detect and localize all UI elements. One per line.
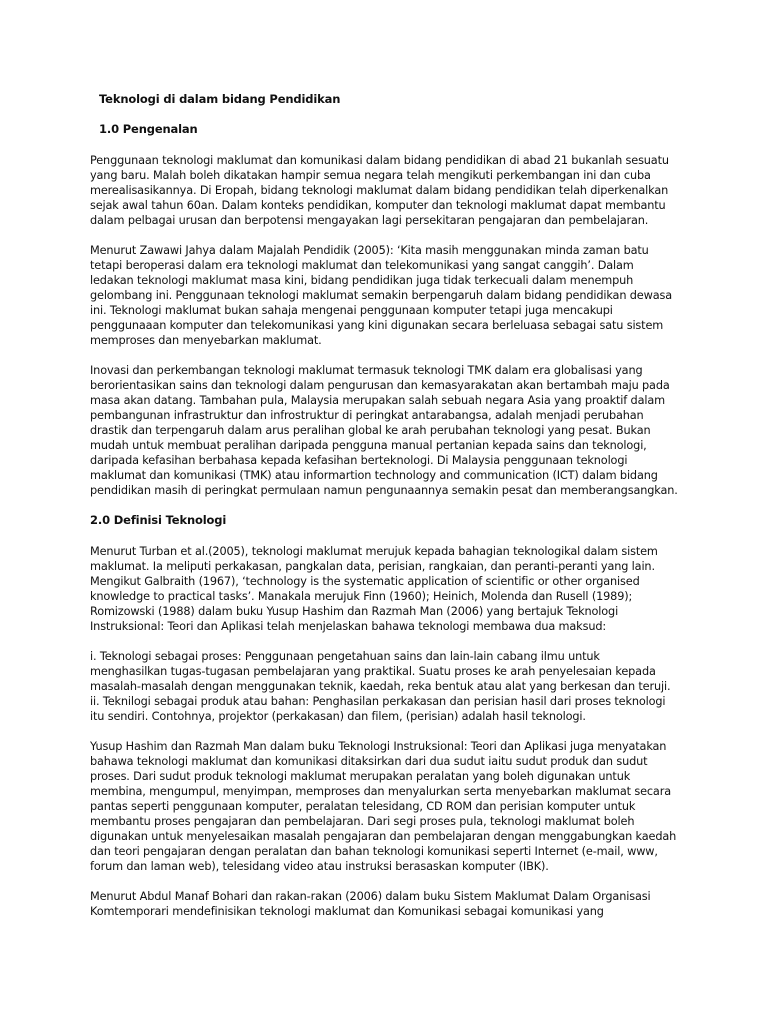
document-title: Teknologi di dalam bidang Pendidikan — [99, 92, 341, 106]
text-line: ledakan teknologi maklumat masa kini, bidang pendidikan juga tidak terkecuali dalam menempuh — [90, 274, 634, 287]
text-line: forum dan laman web), telesidang video atau instruksi berasaskan komputer (IBK). — [90, 860, 549, 873]
paragraph — [90, 649, 690, 724]
paragraph — [90, 739, 690, 874]
text-line: Yusup Hashim dan Razmah Man dalam buku Teknologi Instruksional: Teori dan Aplikasi juga menyatakan — [90, 740, 667, 753]
text-line: dan teori pengajaran dengan peralatan dan bahan teknologi komunikasi seperti Internet (e-mail, www, — [90, 845, 658, 858]
text-line: berorientasikan sains dan teknologi dalam pengurusan dan kemasyarakatan akan bertambah maju pada — [90, 379, 670, 392]
text-line: masalah-masalah dengan menggunakan teknik, kaedah, reka bentuk atau alat yang berkesan dan teruji. — [90, 680, 671, 693]
paragraph — [90, 544, 690, 634]
text-line: pembangunan infrastruktur dan infrostruktur di peringkat antarabangsa, adalah menjadi perubahan — [90, 409, 644, 422]
text-line: membantu proses pengajaran dan pembelajaran. Dari segi proses pula, teknologi maklumat boleh — [90, 815, 635, 828]
text-line: yang baru. Malah boleh dikatakan hampir semua negara telah mengikuti perkembangan ini dan cuba — [90, 169, 651, 182]
section-heading: 1.0 Pengenalan — [99, 122, 198, 136]
text-line: Mengikut Galbraith (1967), ‘technology is the systematic application of scientific or other organised — [90, 575, 640, 588]
section-heading: 2.0 Definisi Teknologi — [90, 513, 227, 527]
text-line: penggunaaan komputer dan telekomunikasi yang kini digunakan secara berleluasa sebagai satu sistem — [90, 319, 664, 332]
text-line: tetapi beroperasi dalam era teknologi maklumat dan telekomunikasi yang sangat canggih’. Dalam — [90, 259, 634, 272]
text-line: Instruksional: Teori dan Aplikasi telah menjelaskan bahawa teknologi membawa dua maksud: — [90, 620, 606, 633]
text-line: knowledge to practical tasks’. Manakala merujuk Finn (1960); Heinich, Molenda dan Rusell (1989); — [90, 590, 633, 603]
paragraph — [90, 889, 690, 919]
text-line: Menurut Turban et al.(2005), teknologi maklumat merujuk kepada bahagian teknologikal dalam sistem — [90, 545, 658, 558]
document-body — [90, 122, 690, 919]
text-line: i. Teknologi sebagai proses: Penggunaan pengetahuan sains dan lain-lain cabang ilmu untuk — [90, 650, 600, 663]
text-line: drastik dan terpengaruh dalam arus peralihan global ke arah perubahan teknologi yang pesat. Bukan — [90, 424, 651, 437]
document-page — [90, 92, 690, 934]
text-line: Menurut Zawawi Jahya dalam Majalah Pendidik (2005): ‘Kita masih menggunakan minda zaman batu — [90, 244, 649, 257]
text-line: proses. Dari sudut produk teknologi maklumat merupakan peralatan yang boleh digunakan untuk — [90, 770, 631, 783]
text-line: mudah untuk membuat peralihan daripada pengguna manual pertanian kepada sains dan teknologi, — [90, 439, 647, 452]
text-line: Inovasi dan perkembangan teknologi maklumat termasuk teknologi TMK dalam era globalisasi yang — [90, 364, 643, 377]
paragraph — [90, 243, 690, 348]
text-line: menghasilkan tugas-tugasan pembelajaran yang praktikal. Suatu proses ke arah penyelesaian kepada — [90, 665, 656, 678]
text-line: pantas seperti penggunaan komputer, peralatan telesidang, CD ROM dan perisian komputer untuk — [90, 800, 636, 813]
text-line: merealisasikannya. Di Eropah, bidang teknologi maklumat dalam bidang pendidikan telah diperkenalkan — [90, 184, 669, 197]
text-line: maklumat dan komunikasi (TMK) atau informartion technology and communication (ICT) dalam bidang — [90, 469, 658, 482]
text-line: memproses dan menyebarkan maklumat. — [90, 334, 322, 347]
text-line: Penggunaan teknologi maklumat dan komunikasi dalam bidang pendidikan di abad 21 bukanlah sesuatu — [90, 154, 669, 167]
text-line: dalam pelbagai urusan dan berpotensi mengayakan lagi persekitaran pengajaran dan pembelajaran. — [90, 214, 649, 227]
paragraph — [90, 153, 690, 228]
text-line: maklumat. Ia meliputi perkakasan, pangkalan data, perisian, rangkaian, dan peranti-peranti yang lain. — [90, 560, 655, 573]
paragraph — [90, 363, 690, 498]
text-line: pendidikan masih di peringkat permulaan namun pengunaannya semakin pesat dan memberangsangkan. — [90, 484, 678, 497]
text-line: ini. Teknologi maklumat bukan sahaja mengenai penggunaan komputer tetapi juga mencakupi — [90, 304, 613, 317]
text-line: membina, mengumpul, menyimpan, memproses dan menyalurkan serta menyebarkan maklumat secara — [90, 785, 671, 798]
text-line: ii. Teknilogi sebagai produk atau bahan: Penghasilan perkakasan dan perisian hasil dari proses teknologi — [90, 695, 666, 708]
text-line: gelombang ini. Penggunaan teknologi maklumat semakin berpengaruh dalam bidang pendidikan dewasa — [90, 289, 672, 302]
text-line: itu sendiri. Contohnya, projektor (perkakasan) dan filem, (perisian) adalah hasil teknologi. — [90, 710, 586, 723]
text-line: digunakan untuk menyelesaikan masalah pengajaran dan pembelajaran dengan menggabungkan kaedah — [90, 830, 677, 843]
text-line: Menurut Abdul Manaf Bohari dan rakan-rakan (2006) dalam buku Sistem Maklumat Dalam Organisasi — [90, 890, 651, 903]
text-line: bahawa teknologi maklumat dan komunikasi ditaksirkan dari dua sudut iaitu sudut produk dan sudut — [90, 755, 648, 768]
text-line: Romizowski (1988) dalam buku Yusup Hashim dan Razmah Man (2006) yang bertajuk Teknologi — [90, 605, 619, 618]
text-line: masa akan datang. Tambahan pula, Malaysia merupakan salah sebuah negara Asia yang proaktif dalam — [90, 394, 665, 407]
text-line: Komtemporari mendefinisikan teknologi maklumat dan Komunikasi sebagai komunikasi yang — [90, 905, 604, 918]
text-line: sejak awal tahun 60an. Dalam konteks pendidikan, komputer dan teknologi maklumat dapat membantu — [90, 199, 666, 212]
text-line: daripada kefasihan berbahasa kepada kefasihan berteknologi. Di Malaysia penggunaan teknologi — [90, 454, 628, 467]
